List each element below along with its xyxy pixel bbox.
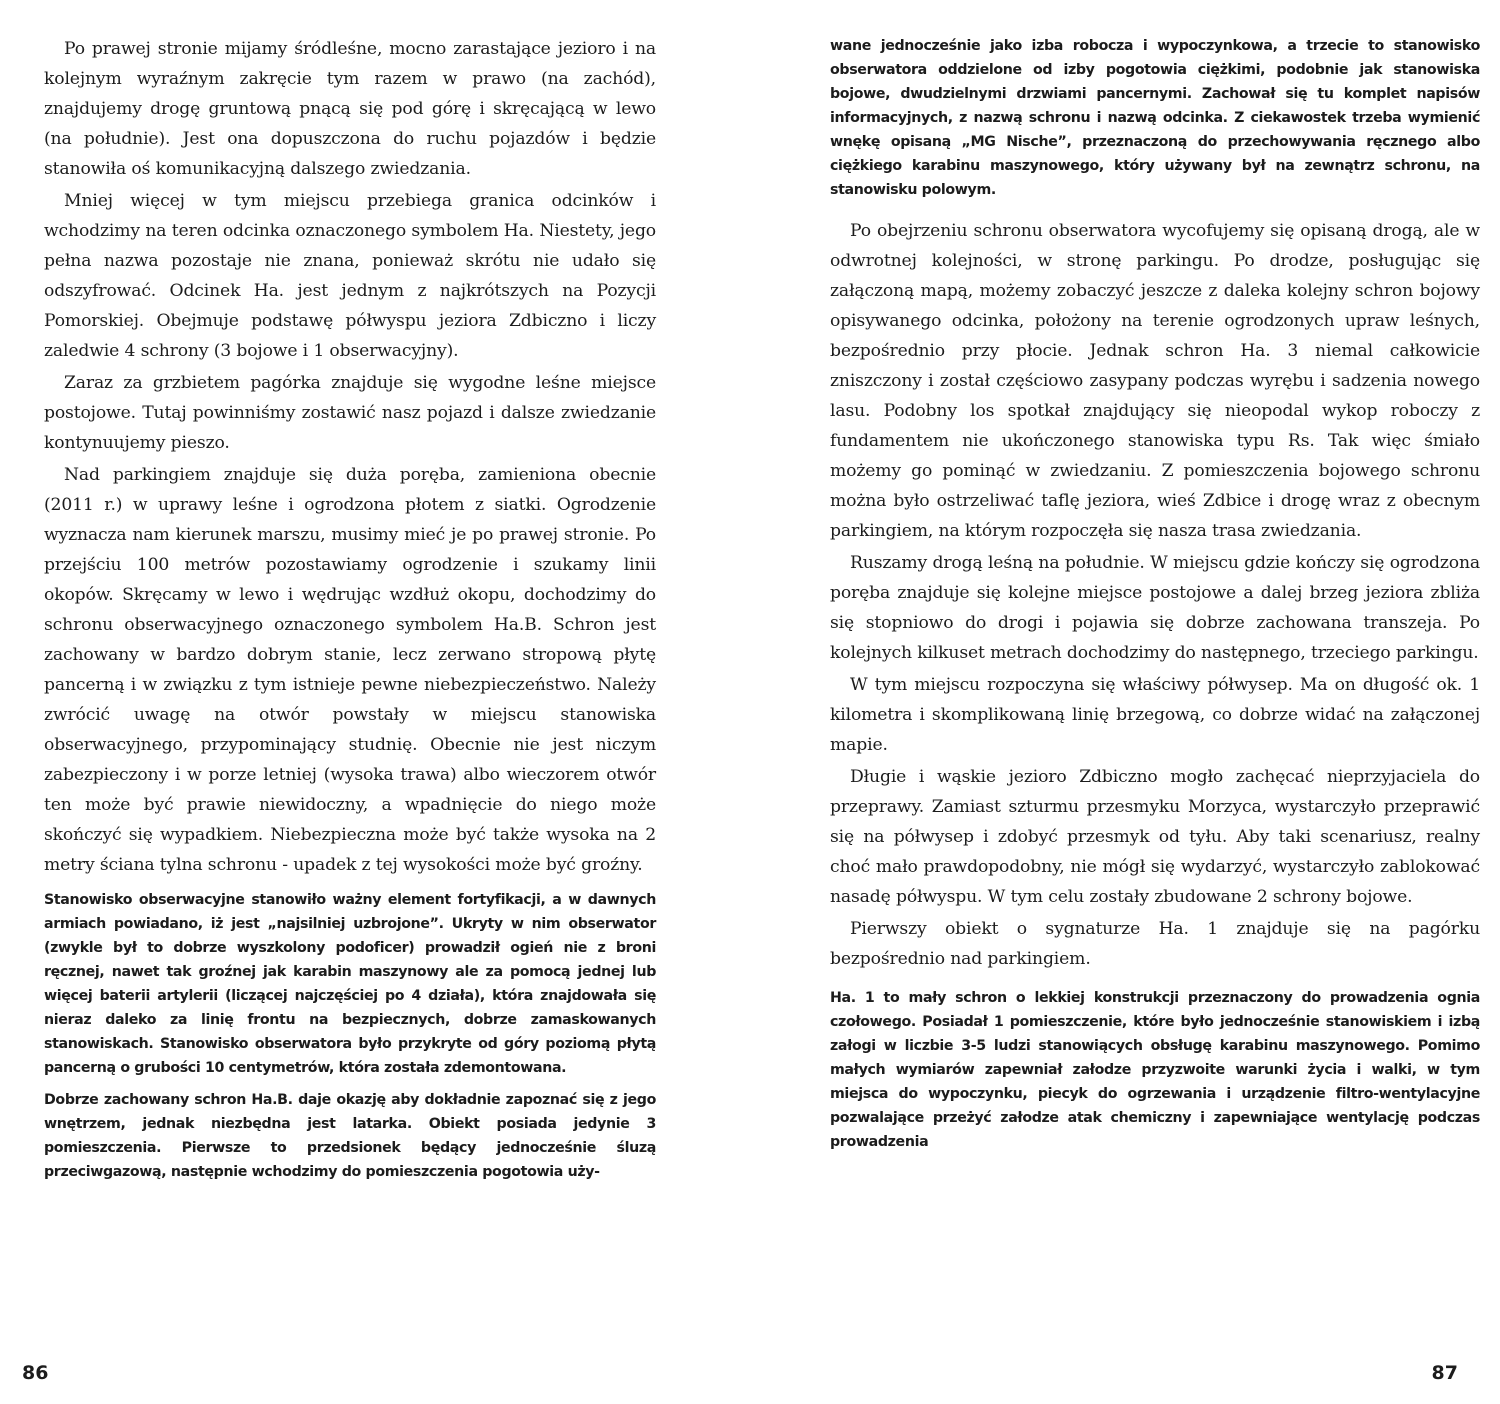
- right-paragraph-4: Długie i wąskie jezioro Zdbiczno mogło zachęcać nieprzyjaciela do przeprawy. Zamiast szturmu przesmyku Morzyca, wystarczyło przeprawić się na półwysep i zdobyć przesmyk od tyłu. Aby taki scenariusz, realny choć mało prawdopodobny, nie mógł się wydarzyć, wystarczyło zablokować nasadę półwyspu. W tym celu zostały zbudowane 2 schrony bojowe.: [830, 767, 1480, 907]
- right-paragraph-2: Ruszamy drogą leśną na południe. W miejscu gdzie kończy się ogrodzona poręba znajduje się kolejne miejsce postojowe a dalej brzeg jeziora zbliża się stopniowo do drogi i pojawia się dobrze zachowana transzeja. Po kolejnych kilkuset metrach dochodzimy do następnego, trzeciego parkingu.: [830, 553, 1480, 663]
- left-text-column: [44, 34, 656, 1192]
- right-page-number: 87: [1431, 1362, 1458, 1384]
- right-paragraph-3: W tym miejscu rozpoczyna się właściwy półwysep. Ma on długość ok. 1 kilometra i skomplikowaną linię brzegową, co dobrze widać na załączonej mapie.: [830, 675, 1480, 755]
- left-page-number: 86: [22, 1362, 49, 1384]
- left-sidebar-paragraph-2: Dobrze zachowany schron Ha.B. daje okazję aby dokładnie zapoznać się z jego wnętrzem, jednak niezbędna jest latarka. Obiekt posiada jedynie 3 pomieszczenia. Pierwsze to przedsionek będący jednocześnie śluzą przeciwgazową, następnie wchodzimy do pomieszczenia pogotowia uży-: [44, 1092, 656, 1180]
- right-sidebar-continuation: wane jednocześnie jako izba robocza i wypoczynkowa, a trzecie to stanowisko obserwatora oddzielone od izby pogotowia ciężkimi, podobnie jak stanowiska bojowe, dwudzielnymi drzwiami pancernymi. Zachował się tu komplet napisów informacyjnych, z nazwą schronu i nazwą odcinka. Z ciekawostek trzeba wymienić wnękę opisaną „MG Nische”, przeznaczoną do przechowywania ręcznego albo ciężkiego karabinu maszynowego, który używany był na zewnątrz schronu, na stanowisku polowym.: [830, 38, 1480, 198]
- left-paragraph-1: Po prawej stronie mijamy śródleśne, mocno zarastające jezioro i na kolejnym wyraźnym zakręcie tym razem w prawo (na zachód), znajdujemy drogę gruntową pnącą się pod górę i skręcającą w lewo (na południe). Jest ona dopuszczona do ruchu pojazdów i będzie stanowiła oś komunikacyjną dalszego zwiedzania.: [44, 39, 656, 179]
- left-paragraph-4: Nad parkingiem znajduje się duża poręba, zamieniona obecnie (2011 r.) w uprawy leśne i ogrodzona płotem z siatki. Ogrodzenie wyznacza nam kierunek marszu, musimy mieć je po prawej stronie. Po przejściu 100 metrów pozostawiamy ogrodzenie i szukamy linii okopów. Skręcamy w lewo i wędrując wzdłuż okopu, dochodzimy do schronu obserwacyjnego oznaczonego symbolem Ha.B. Schron jest zachowany w bardzo dobrym stanie, lecz zerwano stropową płytę pancerną i w związku z tym istnieje pewne niebezpieczeństwo. Należy zwrócić uwagę na otwór powstały w miejscu stanowiska obserwacyjnego, przypominający studnię. Obecnie nie jest niczym zabezpieczony i w porze letniej (wysoka trawa) albo wieczorem otwór ten może być prawie niewidoczny, a wpadnięcie do niego może skończyć się wypadkiem. Niebezpieczna może być także wysoka na 2 metry ściana tylna schronu - upadek z tej wysokości może być groźny.: [44, 465, 656, 875]
- left-paragraph-2: Mniej więcej w tym miejscu przebiega granica odcinków i wchodzimy na teren odcinka oznaczonego symbolem Ha. Niestety, jego pełna nazwa pozostaje nie znana, ponieważ skrótu nie udało się odszyfrować. Odcinek Ha. jest jednym z najkrótszych na Pozycji Pomorskiej. Obejmuje podstawę półwyspu jeziora Zdbiczno i liczy zaledwie 4 schrony (3 bojowe i 1 obserwacyjny).: [44, 191, 656, 361]
- right-sidebar-ha1: Ha. 1 to mały schron o lekkiej konstrukcji przeznaczony do prowadzenia ognia czołowego. Posiadał 1 pomieszczenie, które było jednocześnie stanowiskiem i izbą załogi w liczbie 3-5 ludzi stanowiących obsługę karabinu maszynowego. Pomimo małych wymiarów zapewniał załodze przyzwoite warunki życia i walki, w tym miejsca do wypoczynku, piecyk do ogrzewania i urządzenie filtro-wentylacyjne pozwalające przeżyć załodze atak chemiczny i zapewniające wentylację podczas prowadzenia: [830, 990, 1480, 1150]
- right-page: [750, 0, 1500, 1404]
- right-text-column: [830, 34, 1480, 1162]
- right-paragraph-5: Pierwszy obiekt o sygnaturze Ha. 1 znajduje się na pagórku bezpośrednio nad parkingiem.: [830, 919, 1480, 969]
- left-paragraph-3: Zaraz za grzbietem pagórka znajduje się wygodne leśne miejsce postojowe. Tutaj powinniśmy zostawić nasz pojazd i dalsze zwiedzanie kontynuujemy pieszo.: [44, 373, 656, 453]
- right-paragraph-1: Po obejrzeniu schronu obserwatora wycofujemy się opisaną drogą, ale w odwrotnej kolejności, w stronę parkingu. Po drodze, posługując się załączoną mapą, możemy zobaczyć jeszcze z daleka kolejny schron bojowy opisywanego odcinka, położony na terenie ogrodzonych upraw leśnych, bezpośrednio przy płocie. Jednak schron Ha. 3 niemal całkowicie zniszczony i został częściowo zasypany podczas wyrębu i sadzenia nowego lasu. Podobny los spotkał znajdujący się nieopodal wykop roboczy z fundamentem nie ukończonego stanowiska typu Rs. Tak więc śmiało możemy go pominąć w zwiedzaniu. Z pomieszczenia bojowego schronu można było ostrzeliwać taflę jeziora, wieś Zdbice i drogę wraz z obecnym parkingiem, na którym rozpoczęła się nasza trasa zwiedzania.: [830, 221, 1480, 541]
- left-sidebar-paragraph-1: Stanowisko obserwacyjne stanowiło ważny element fortyfikacji, a w dawnych armiach powiadano, iż jest „najsilniej uzbrojone”. Ukryty w nim obserwator (zwykle był to dobrze wyszkolony podoficer) prowadził ogień nie z broni ręcznej, nawet tak groźnej jak karabin maszynowy ale za pomocą jednej lub więcej baterii artylerii (liczącej najczęściej po 4 działa), która znajdowała się nieraz daleko za linię frontu na bezpiecznych, dobrze zamaskowanych stanowiskach. Stanowisko obserwatora było przykryte od góry poziomą płytą pancerną o grubości 10 centymetrów, która została zdemontowana.: [44, 892, 656, 1076]
